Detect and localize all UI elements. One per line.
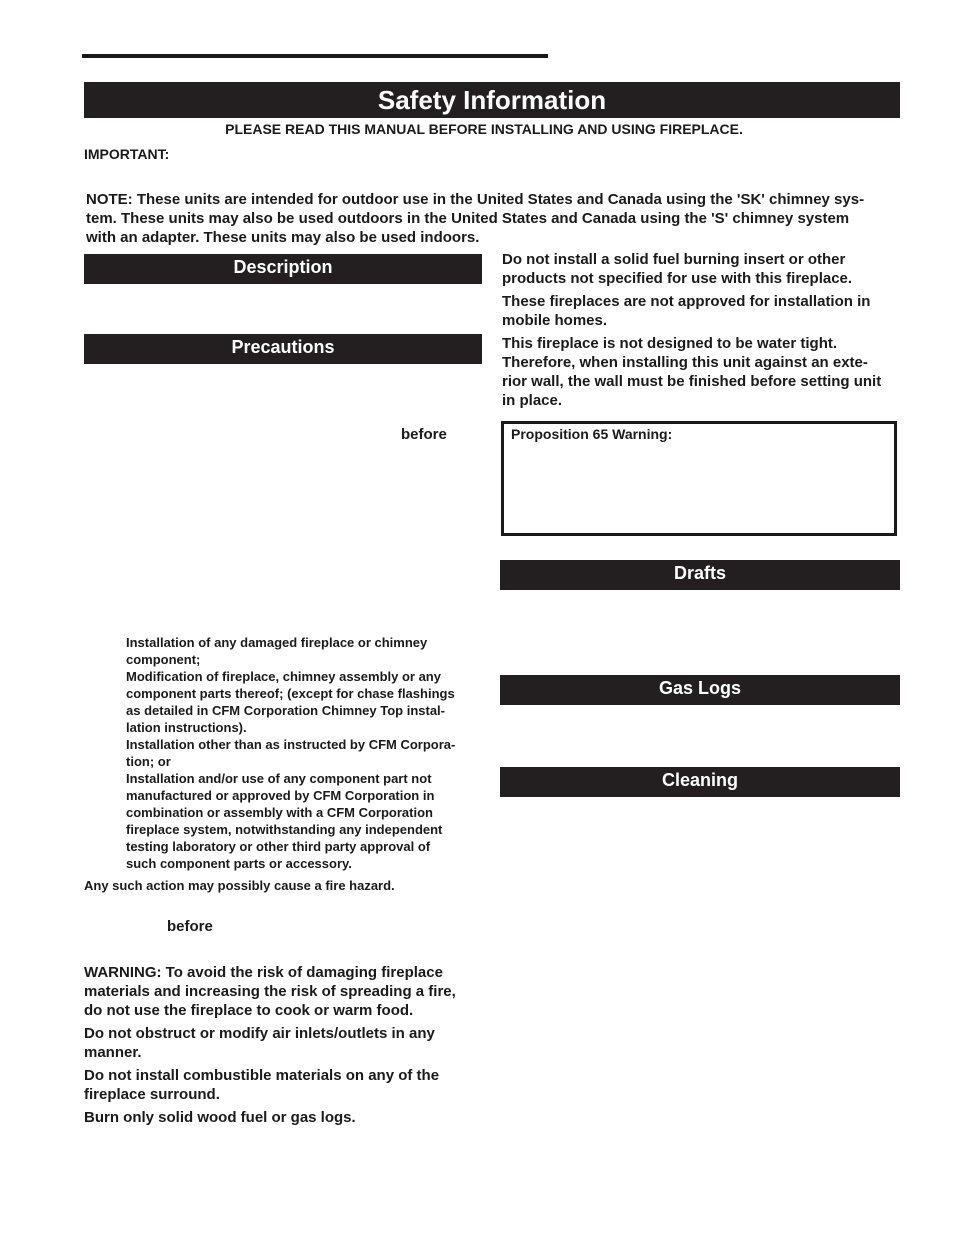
subtitle: PLEASE READ THIS MANUAL BEFORE INSTALLING AND USING FIREPLACE. [225, 121, 743, 137]
top-rule [82, 54, 548, 58]
combustible-paragraph: Do not install combustible materials on any of the fireplace surround. [84, 1067, 440, 1103]
obstruct-paragraph: Do not obstruct or modify air inlets/outlets in any manner. [84, 1025, 435, 1061]
gas-logs-header: Gas Logs [500, 675, 900, 705]
water-tight-paragraph: This fireplace is not designed to be water tight. Therefore, when installing this unit against an exte- rior wall, the wall must be finished before setting unit in place. [502, 335, 882, 409]
insert-paragraph: Do not install a solid fuel burning insert or other products not specified for use with this fireplace. [502, 251, 853, 287]
drafts-header: Drafts [500, 560, 900, 590]
fire-hazard-text: Any such action may possibly cause a fire hazard. [84, 878, 395, 893]
prohibited-actions-list: Installation of any damaged fireplace or chimney component; Modification of fireplace, chimney assembly or any component parts thereof; (except for chase flashings as detailed in CFM Corporation Chimney Top instal- lation instructions). Installation other than as instructed by CFM Corpora- tion; or Installation and/or use of any component part not manufactured or approved by CFM Corporation in combination or assembly with a CFM Corporation fireplace system, notwithstanding any independent testing laboratory or other third party approval of such component parts or accessory. [126, 635, 456, 871]
burn-paragraph: Burn only solid wood fuel or gas logs. [84, 1109, 356, 1126]
note-paragraph: NOTE: These units are intended for outdoor use in the United States and Canada using the 'SK' chimney sys- tem. These units may also be used outdoors in the United States and Canada using the 'S' chimney system with an adapter. These units may also be used indoors. [86, 191, 865, 246]
page-title: Safety Information [84, 82, 900, 118]
cleaning-header: Cleaning [500, 767, 900, 797]
warning-paragraph: WARNING: To avoid the risk of damaging fireplace materials and increasing the risk of spreading a fire, do not use the fireplace to cook or warm food. [84, 964, 456, 1019]
prop65-label: Proposition 65 Warning: [511, 426, 673, 442]
important-label: IMPORTANT: [84, 146, 170, 162]
mobile-homes-paragraph: These fireplaces are not approved for installation in mobile homes. [502, 293, 871, 329]
before-text-2: before [167, 918, 213, 935]
prop65-warning-box [501, 421, 897, 536]
before-text-1: before [401, 426, 447, 443]
description-header: Description [84, 254, 482, 284]
precautions-header: Precautions [84, 334, 482, 364]
